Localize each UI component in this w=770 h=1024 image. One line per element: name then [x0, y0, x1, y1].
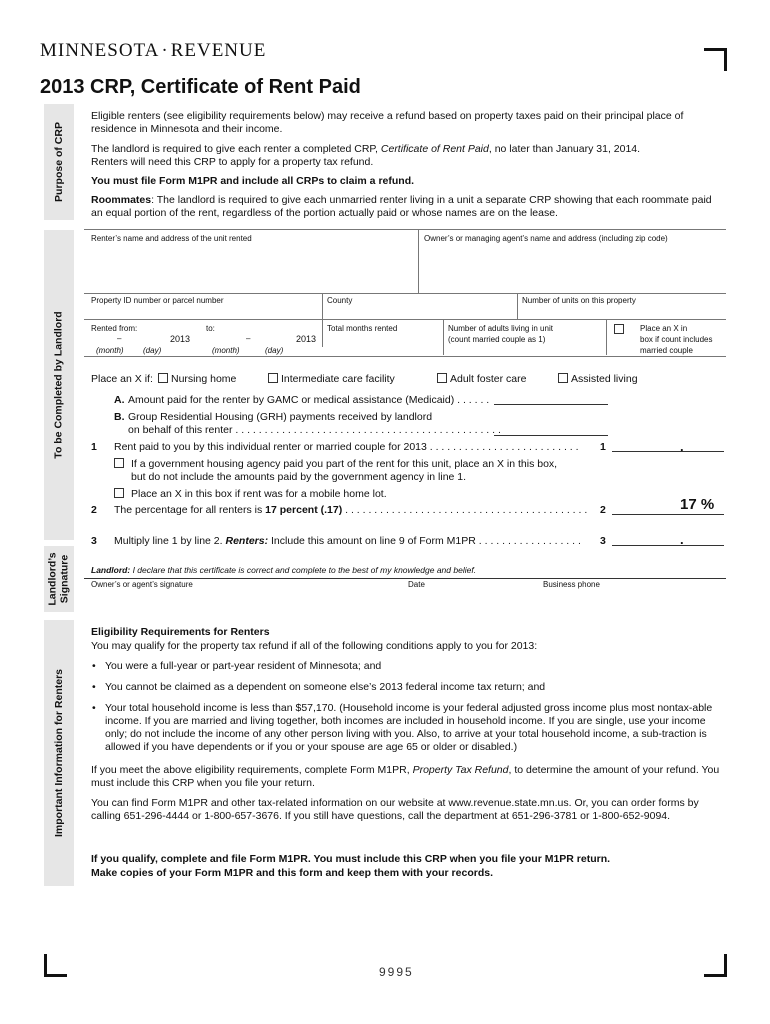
business-phone-label: Business phone: [543, 580, 600, 589]
intermediate-care-label: Intermediate care facility: [281, 373, 395, 385]
rented-to-label: to:: [206, 324, 215, 333]
eligibility-intro: You may qualify for the property tax refund if all of the following conditions apply to you for 2013:: [91, 640, 538, 652]
grid-line: [84, 356, 726, 357]
eligibility-heading: Eligibility Requirements for Renters: [91, 626, 270, 638]
agency-left: MINNESOTA: [40, 40, 160, 61]
to-year: 2013: [296, 334, 317, 344]
roommates-text: : The landlord is required to give each unmarried renter living in a unit a separate CRP showing that each roommate paid an equal portion of the rent, regardless of the portion actually paid or whose names are on the lease.: [91, 194, 712, 219]
bullet-mark: •: [92, 681, 96, 693]
sidebar-purpose-label: Purpose of CRP: [53, 122, 65, 202]
units-label: Number of units on this property: [522, 296, 636, 305]
meet-italic: Property Tax Refund: [412, 764, 509, 776]
find-forms-paragraph: You can find Form M1PR and other tax-related information on our website at www.revenue.state.mn.us. Or, you can order forms by calling 651-296-4444 or 1-800-657-3676. If you still have questions, call the department at 651-296-3781 or 1-800-652-9094.: [91, 797, 699, 822]
to-dash: –: [246, 334, 251, 343]
corner-mark-top-right: [704, 48, 727, 71]
county-label: County: [327, 296, 353, 305]
line-b-text-2: on behalf of this renter . . . . . . . . . . . . . . . . . . . . . . . . . . . . . . . . . . . . . . . . . . . . . .: [128, 424, 501, 436]
line-2-text-bold: 17 percent (.17): [265, 504, 343, 516]
sidebar-signature-label: [47, 552, 71, 605]
owner-name-label: Owner’s or managing agent’s name and address (including zip code): [424, 234, 668, 243]
purpose-p2-italic: Certificate of Rent Paid: [380, 143, 489, 155]
sidebar-signature: [44, 546, 74, 612]
line-3-decimal: .: [680, 532, 684, 547]
from-dash: –: [117, 334, 122, 343]
purpose-p2-c: Renters will need this CRP to apply for a property tax refund.: [91, 156, 374, 168]
final-instruction-2: Make copies of your Form M1PR and this form and keep them with your records.: [91, 867, 493, 879]
line-a-entry[interactable]: [494, 404, 608, 405]
adults-label-2: (count married couple as 1): [448, 335, 546, 344]
adults-label-1: Number of adults living in unit: [448, 324, 553, 333]
sidebar-purpose: [44, 104, 74, 220]
assisted-living-label: Assisted living: [571, 373, 638, 385]
rented-from-label: Rented from:: [91, 324, 138, 333]
landlord-declaration-label: Landlord:: [91, 565, 131, 575]
line-3-text: [114, 535, 581, 548]
from-month-label: (month): [96, 346, 124, 355]
assisted-living-checkbox[interactable]: [558, 373, 568, 383]
line-3-ref: 3: [600, 535, 606, 547]
from-year: 2013: [170, 334, 191, 344]
eligibility-bullet-3: Your total household income is less than $57,170. (Household income is your federal adjusted gross income plus most nontax-able income. If you are married and living together, both incomes are included in household income. If you are single, use your income only; do not include the income of any other person living with you. Also, to arrive at your total household income, a sub-traction is allowed if you have dependents or if you or your spouse are age 65 or older or disabled.): [105, 702, 713, 753]
mobile-home-checkbox[interactable]: [114, 488, 124, 498]
married-label-3: married couple: [640, 346, 693, 355]
line-1-ref: 1: [600, 441, 606, 453]
landlord-declaration: [91, 564, 476, 577]
agency-dot: ·: [161, 40, 169, 61]
line-2-dots: . . . . . . . . . . . . . . . . . . . . . . . . . . . . . . . . . . . . . . . . . .: [342, 504, 588, 516]
grid-line: [84, 229, 726, 230]
purpose-p2-a: The landlord is required to give each renter a completed CRP,: [91, 143, 381, 155]
bullet-mark: •: [92, 660, 96, 672]
landlord-declaration-text: I declare that this certificate is correct and complete to the best of my knowledge and belief.: [130, 565, 477, 575]
line-3-entry[interactable]: [612, 545, 724, 546]
grid-line: [517, 293, 518, 319]
sidebar-signature-label-2: Signature: [59, 554, 71, 604]
nursing-home-label: Nursing home: [171, 373, 237, 385]
meet-a: If you meet the above eligibility requirements, complete Form M1PR,: [91, 764, 413, 776]
eligibility-bullet-1: You were a full-year or part-year resident of Minnesota; and: [105, 660, 382, 672]
line-3-text-b: Include this amount on line 9 of Form M1PR . . . . . . . . . . . . . . . . . .: [268, 535, 581, 547]
grid-line: [606, 319, 607, 355]
property-id-label: Property ID number or parcel number: [91, 296, 224, 305]
line-1-decimal: .: [680, 439, 684, 454]
purpose-paragraph-2: [91, 143, 721, 169]
purpose-p2-b: , no later than January 31, 2014.: [488, 143, 641, 155]
line-b-text-1: Group Residential Housing (GRH) payments received by landlord: [128, 411, 433, 423]
sidebar-info-label: Important Information for Renters: [53, 668, 66, 838]
adult-foster-label: Adult foster care: [450, 373, 527, 385]
line-3-number: 3: [91, 535, 97, 547]
agency-name: [40, 40, 266, 62]
total-months-label: Total months rented: [327, 324, 398, 333]
line-2-entry: [612, 514, 724, 515]
line-2-number: 2: [91, 504, 97, 516]
agency-right: REVENUE: [170, 40, 267, 61]
married-label-2: box if count includes: [640, 335, 713, 344]
line-2-text: [114, 504, 587, 517]
bullet-mark: •: [92, 702, 96, 714]
nursing-home-checkbox[interactable]: [158, 373, 168, 383]
renter-name-label: Renter’s name and address of the unit rented: [91, 234, 252, 243]
sidebar-landlord: [44, 230, 74, 540]
mobile-home-text: Place an X in this box if rent was for a mobile home lot.: [131, 488, 387, 500]
line-3-renters: Renters:: [225, 535, 269, 547]
purpose-paragraph-3: You must file Form M1PR and include all CRPs to claim a refund.: [91, 175, 415, 187]
owner-signature-label: Owner’s or agent’s signature: [91, 580, 193, 589]
place-x-label: Place an X if:: [91, 373, 153, 385]
to-day-label: (day): [265, 346, 284, 355]
adult-foster-checkbox[interactable]: [437, 373, 447, 383]
married-label-1: Place an X in: [640, 324, 688, 333]
roommates-label: Roommates: [91, 194, 152, 206]
line-2-value: 17 %: [680, 496, 715, 513]
gov-agency-text-2: but do not include the amounts paid by the government agency in line 1.: [131, 471, 467, 483]
line-a-text: Amount paid for the renter by GAMC or medical assistance (Medicaid) . . . . . .: [128, 394, 490, 406]
signature-line[interactable]: [84, 578, 726, 579]
grid-line: [443, 319, 444, 355]
page-title: 2013 CRP, Certificate of Rent Paid: [40, 76, 361, 98]
line-b-letter: B.: [114, 411, 125, 423]
gov-agency-text-1: If a government housing agency paid you part of the rent for this unit, place an X in this box,: [131, 458, 558, 470]
date-label: Date: [408, 580, 425, 589]
line-a-letter: A.: [114, 394, 125, 406]
grid-line: [418, 229, 419, 293]
line-2-ref: 2: [600, 504, 606, 516]
final-instruction-1: If you qualify, complete and file Form M1PR. You must include this CRP when you file your M1PR return.: [91, 853, 611, 865]
eligibility-bullet-2: You cannot be claimed as a dependent on someone else’s 2013 federal income tax return; and: [105, 681, 546, 693]
gov-agency-checkbox[interactable]: [114, 458, 124, 468]
grid-line: [84, 319, 726, 320]
purpose-paragraph-4: [91, 194, 721, 220]
from-day-label: (day): [143, 346, 162, 355]
line-1-number: 1: [91, 441, 97, 453]
intermediate-care-checkbox[interactable]: [268, 373, 278, 383]
corner-mark-bottom-left: [44, 954, 67, 977]
line-2-text-a: The percentage for all renters is: [114, 504, 266, 516]
line-3-text-a: Multiply line 1 by line 2.: [114, 535, 226, 547]
purpose-paragraph-1: Eligible renters (see eligibility requirements below) may receive a refund based on property taxes paid on their principal place of residence in Minnesota and their income.: [91, 110, 684, 135]
line-b-entry[interactable]: [494, 435, 608, 436]
meet-requirements-paragraph: [91, 764, 721, 790]
grid-line: [322, 293, 323, 347]
married-couple-checkbox[interactable]: [614, 324, 624, 334]
grid-line: [84, 293, 726, 294]
sidebar-landlord-label: To be Completed by Landlord: [53, 311, 66, 459]
line-1-entry[interactable]: [612, 451, 724, 452]
to-month-label: (month): [212, 346, 240, 355]
form-number: 9995: [379, 965, 414, 979]
sidebar-info: [44, 620, 74, 886]
sidebar-signature-label-1: Landlord’s: [47, 552, 59, 606]
meet-b: , to determine the amount of your refund. You must include this CRP when you file your return.: [91, 764, 720, 789]
line-1-text: Rent paid to you by this individual renter or married couple for 2013 . . . . . . . . . . . . . . . . . . . . . . . . . .: [114, 441, 579, 453]
corner-mark-bottom-right: [704, 954, 727, 977]
